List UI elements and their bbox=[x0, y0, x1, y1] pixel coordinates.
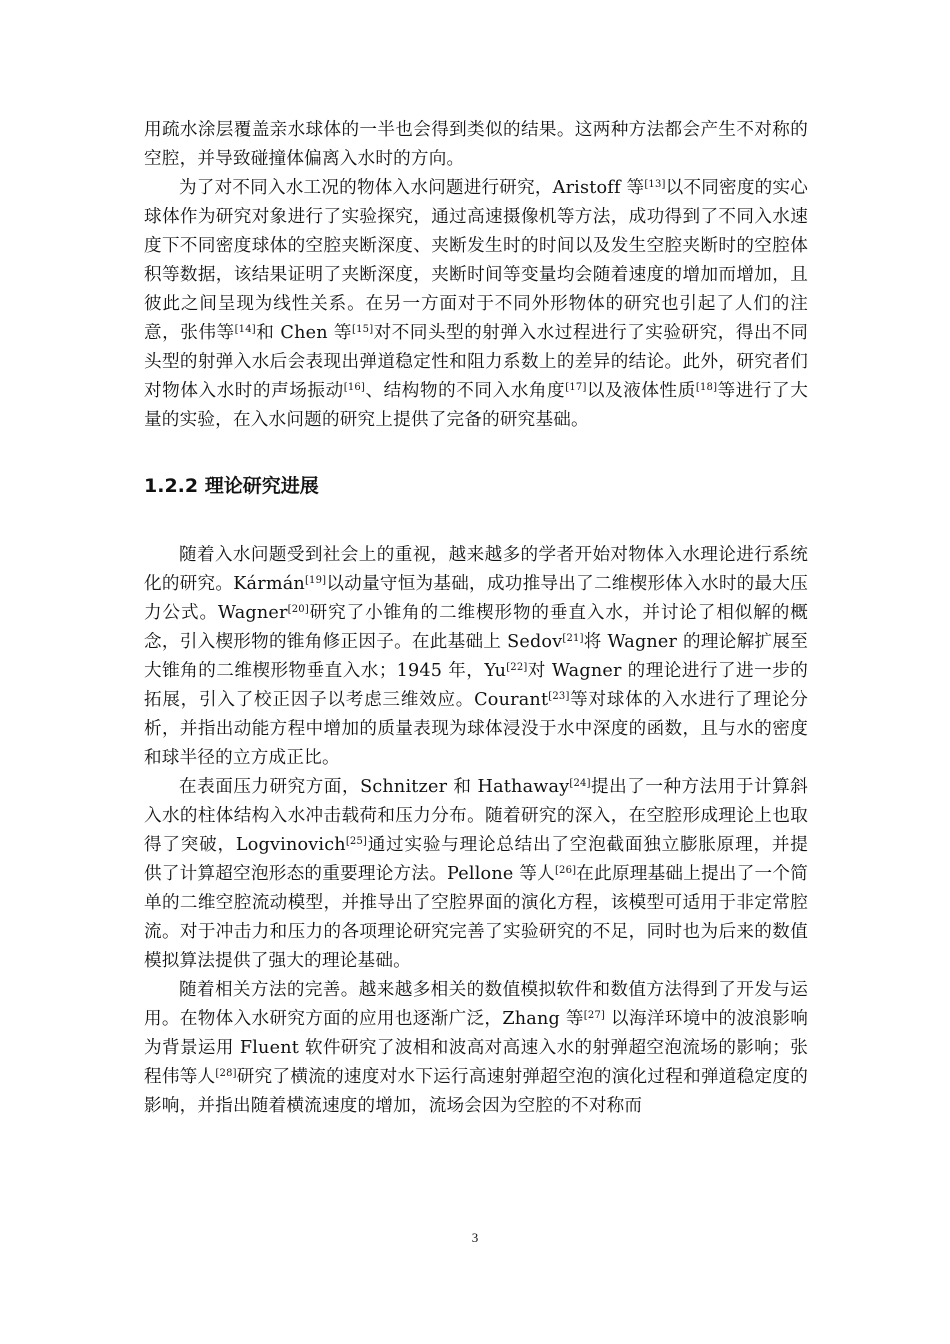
paragraph-text: 对 Wagner 的理论进行了进一步的拓展，引入了校正因子以考虑三维效应。Courant bbox=[144, 661, 808, 710]
citation-ref: [18] bbox=[695, 382, 718, 393]
paragraph-text: 、结构物的不同入水角度 bbox=[365, 381, 566, 401]
paragraph-intro-continued bbox=[144, 116, 808, 174]
paragraph-text: 等进行了大量的实验，在入水问题的研究上提供了完备的研究基础。 bbox=[144, 381, 809, 430]
paragraph-text: 研究了横流的速度对水下运行高速射弹超空泡的演化过程和弹道稳定度的影响，并指出随着横流速度的增加，流场会因为空腔的不对称而 bbox=[144, 1067, 809, 1116]
citation-ref: [14] bbox=[234, 324, 256, 335]
citation-ref: [15] bbox=[352, 324, 374, 335]
citation-ref: [21] bbox=[562, 633, 584, 644]
citation-ref: [20] bbox=[287, 604, 309, 615]
page-body bbox=[144, 116, 808, 1121]
citation-ref: [25] bbox=[345, 836, 368, 847]
paragraph-text: 随着相关方法的完善。越来越多相关的数值模拟软件和数值方法得到了开发与运用。在物体入水研究方面的应用也逐渐广泛，Zhang 等 bbox=[144, 980, 808, 1029]
paragraph-text: 为了对不同入水工况的物体入水问题进行研究，Aristoff 等 bbox=[179, 178, 645, 198]
paragraph-text: 用疏水涂层覆盖亲水球体的一半也会得到类似的结果。这两种方法都会产生不对称的空腔，并导致碰撞体偏离入水时的方向。 bbox=[144, 120, 808, 169]
paragraph-surface-pressure bbox=[144, 773, 808, 976]
citation-ref: [24] bbox=[569, 778, 591, 789]
paragraph-text: 研究了小锥角的二维楔形物的垂直入水，并讨论了相似解的概念，引入楔形物的锥角修正因子。在此基础上 Sedov bbox=[144, 603, 809, 652]
paragraph-text: 等对球体的入水进行了理论分析，并指出动能方程中增加的质量表现为球体浸没于水中深度的函数，且与水的密度和球半径的立方成正比。 bbox=[144, 690, 808, 768]
citation-ref: [17] bbox=[565, 382, 587, 393]
citation-ref: [23] bbox=[548, 691, 570, 702]
paragraph-text: 以动量守恒为基础，成功推导出了二维楔形体入水时的最大压力公式。Wagner bbox=[144, 574, 808, 623]
citation-ref: [26] bbox=[554, 865, 577, 876]
paragraph-numerical-methods bbox=[144, 976, 808, 1121]
citation-ref: [22] bbox=[506, 662, 528, 673]
paragraph-text: 随着入水问题受到社会上的重视，越来越多的学者开始对物体入水理论进行系统化的研究。Kármán bbox=[144, 545, 808, 594]
paragraph-text: 在表面压力研究方面，Schnitzer 和 Hathaway bbox=[179, 777, 570, 797]
paragraph-text: 将 Wagner 的理论解扩展至大锥角的二维楔形物垂直入水；1945 年，Yu bbox=[144, 632, 808, 681]
paragraph-text: 以海洋环境中的波浪影响为背景运用 Fluent 软件研究了波相和波高对高速入水的射弹超空泡流场的影响；张程伟等人 bbox=[144, 1009, 808, 1087]
paragraph-experimental-research bbox=[144, 174, 808, 435]
paragraph-text: 以不同密度的实心球体作为研究对象进行了实验探究，通过高速摄像机等方法，成功得到了不同入水速度下不同密度球体的空腔夹断深度、夹断发生时的时间以及发生空腔夹断时的空腔体积等数据，该结果证明了夹断深度，夹断时间等变量均会随着速度的增加而增加，且彼此之间呈现为线性关系。在另一方面对于不同外形物体的研究也引起了人们的注意，张伟等 bbox=[144, 178, 809, 343]
citation-ref: [16] bbox=[343, 382, 366, 393]
citation-ref: [13] bbox=[644, 179, 666, 190]
paragraph-text: 提出了一种方法用于计算斜入水的柱体结构入水冲击载荷和压力分布。随着研究的深入，在空腔形成理论上也取得了突破，Logvinovich bbox=[144, 777, 808, 855]
paragraph-text: 以及液体性质 bbox=[586, 381, 696, 401]
paragraph-text: 和 Chen 等 bbox=[255, 323, 352, 343]
section-heading: 1.2.2 理论研究进展 bbox=[144, 475, 319, 497]
paragraph-text: 对不同头型的射弹入水过程进行了实验研究，得出不同头型的射弹入水后会表现出弹道稳定性和阻力系数上的差异的结论。此外，研究者们对物体入水时的声场振动 bbox=[144, 323, 808, 401]
citation-ref: [27] bbox=[583, 1010, 606, 1021]
paragraph-text: 在此原理基础上提出了一个简单的二维空腔流动模型，并推导出了空腔界面的演化方程，该模型可适用于非定常腔流。对于冲击力和压力的各项理论研究完善了实验研究的不足，同时也为后来的数值模拟算法提供了强大的理论基础。 bbox=[144, 864, 809, 971]
page-number: 3 bbox=[471, 1230, 479, 1245]
paragraph-text: 通过实验与理论总结出了空泡截面独立膨胀原理，并提供了计算超空泡形态的重要理论方法。Pellone 等人 bbox=[144, 835, 808, 884]
citation-ref: [19] bbox=[304, 575, 327, 586]
citation-ref: [28] bbox=[215, 1068, 237, 1079]
paragraph-theory-overview bbox=[144, 541, 808, 773]
